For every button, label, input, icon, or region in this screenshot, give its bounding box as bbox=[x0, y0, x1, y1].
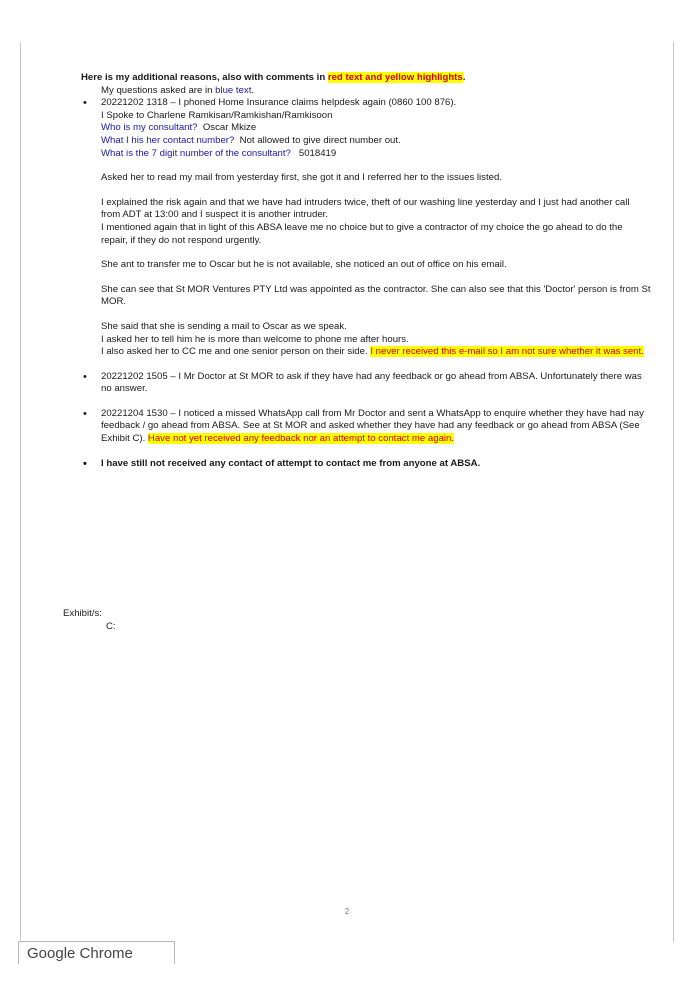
entry1-paragraph-3: She ant to transfer me to Oscar but he is not available, she noticed an out of office on his email. bbox=[101, 259, 507, 271]
entry1-paragraph-2b: I mentioned again that in light of this ABSA leave me no choice but to give a contractor of my choice the go ahead to do the repair, if they do not respond urgently. bbox=[101, 221, 623, 246]
entry1-paragraph-2a: I explained the risk again and that we have had intruders twice, theft of our washing line yesterday and I just had another call from ADT at 13:00 and I suspect it is another intruder. bbox=[101, 196, 630, 221]
taskbar-chrome-tab[interactable] bbox=[18, 941, 175, 964]
document-body bbox=[81, 72, 651, 470]
questions-blue: blue text bbox=[215, 84, 252, 96]
entry-20221204-1530 bbox=[81, 408, 651, 446]
questions-note bbox=[81, 85, 651, 98]
questions-end: . bbox=[251, 84, 255, 96]
entry1-paragraph-5a: She said that she is sending a mail to Oscar as we speak. bbox=[101, 320, 347, 332]
entry-20221202-1318 bbox=[81, 97, 651, 359]
entry1-p5c-text: I also asked her to CC me and one senior person on their side. bbox=[101, 346, 371, 358]
answer-1: Oscar Mkize bbox=[197, 122, 257, 134]
entry-no-contact bbox=[81, 458, 651, 471]
document-page bbox=[20, 42, 674, 942]
page-number: 2 bbox=[344, 907, 350, 916]
entry3-red: Have not yet received any feedback nor an attempt to contact me again. bbox=[147, 433, 455, 445]
intro-lead: Here is my additional reasons, also with comments in bbox=[81, 72, 328, 83]
intro-highlight: red text and yellow highlights bbox=[327, 72, 463, 83]
question-2: What I his her contact number? bbox=[101, 134, 235, 146]
entry1-p5c-red: I never received this e-mail so I am not sure whether it was sent. bbox=[370, 346, 644, 358]
entry4-text: I have still not received any contact of attempt to contact me from anyone at ABSA. bbox=[101, 457, 481, 469]
questions-lead: My questions asked are in bbox=[101, 84, 216, 96]
intro-line bbox=[81, 72, 651, 85]
entry3-text: 20221204 1530 – I noticed a missed WhatsApp call from Mr Doctor and sent a WhatsApp to enquire whether they have had nay feedback / go ahead from ABSA. See at St MOR and asked whether they have had any feedback or go ahead from ABSA (See Exhibit C). bbox=[101, 407, 644, 445]
entry1-paragraph-5b: I asked her to tell him he is more than welcome to phone me after hours. bbox=[101, 333, 409, 345]
entry1-paragraph-5c bbox=[101, 346, 651, 359]
entry1-paragraph-4: She can see that St MOR Ventures PTY Ltd was appointed as the contractor. She can also see that this 'Doctor' person is from St MOR. bbox=[101, 283, 651, 308]
question-digit bbox=[101, 148, 651, 161]
exhibit-label: Exhibit/s: bbox=[63, 608, 102, 619]
answer-2: Not allowed to give direct number out. bbox=[234, 134, 401, 146]
entries-list bbox=[81, 97, 651, 470]
exhibit-item: C: bbox=[106, 620, 116, 632]
entry1-paragraph-1: Asked her to read my mail from yesterday first, she got it and I referred her to the issues listed. bbox=[101, 172, 502, 184]
question-consultant bbox=[101, 122, 651, 135]
entry1-line1: • 20221202 1318 – I phoned Home Insurance claims helpdesk again (0860 100 876). bbox=[101, 97, 457, 109]
answer-3: 5018419 bbox=[290, 147, 337, 159]
intro-end: . bbox=[462, 72, 466, 83]
chrome-tab-label: Google Chrome bbox=[27, 945, 133, 962]
entry1-line2: I Spoke to Charlene Ramkisan/Ramkishan/Ramkisoon bbox=[101, 109, 333, 121]
entry-20221202-1505 bbox=[81, 371, 651, 396]
exhibit-section bbox=[63, 608, 116, 633]
question-1: Who is my consultant? bbox=[101, 122, 198, 134]
question-contact bbox=[101, 135, 651, 148]
entry2-text: 20221202 1505 – I Mr Doctor at St MOR to ask if they have had any feedback or go ahead from ABSA. Unfortunately there was no answer. bbox=[101, 370, 642, 395]
question-3: What is the 7 digit number of the consultant? bbox=[101, 147, 291, 159]
